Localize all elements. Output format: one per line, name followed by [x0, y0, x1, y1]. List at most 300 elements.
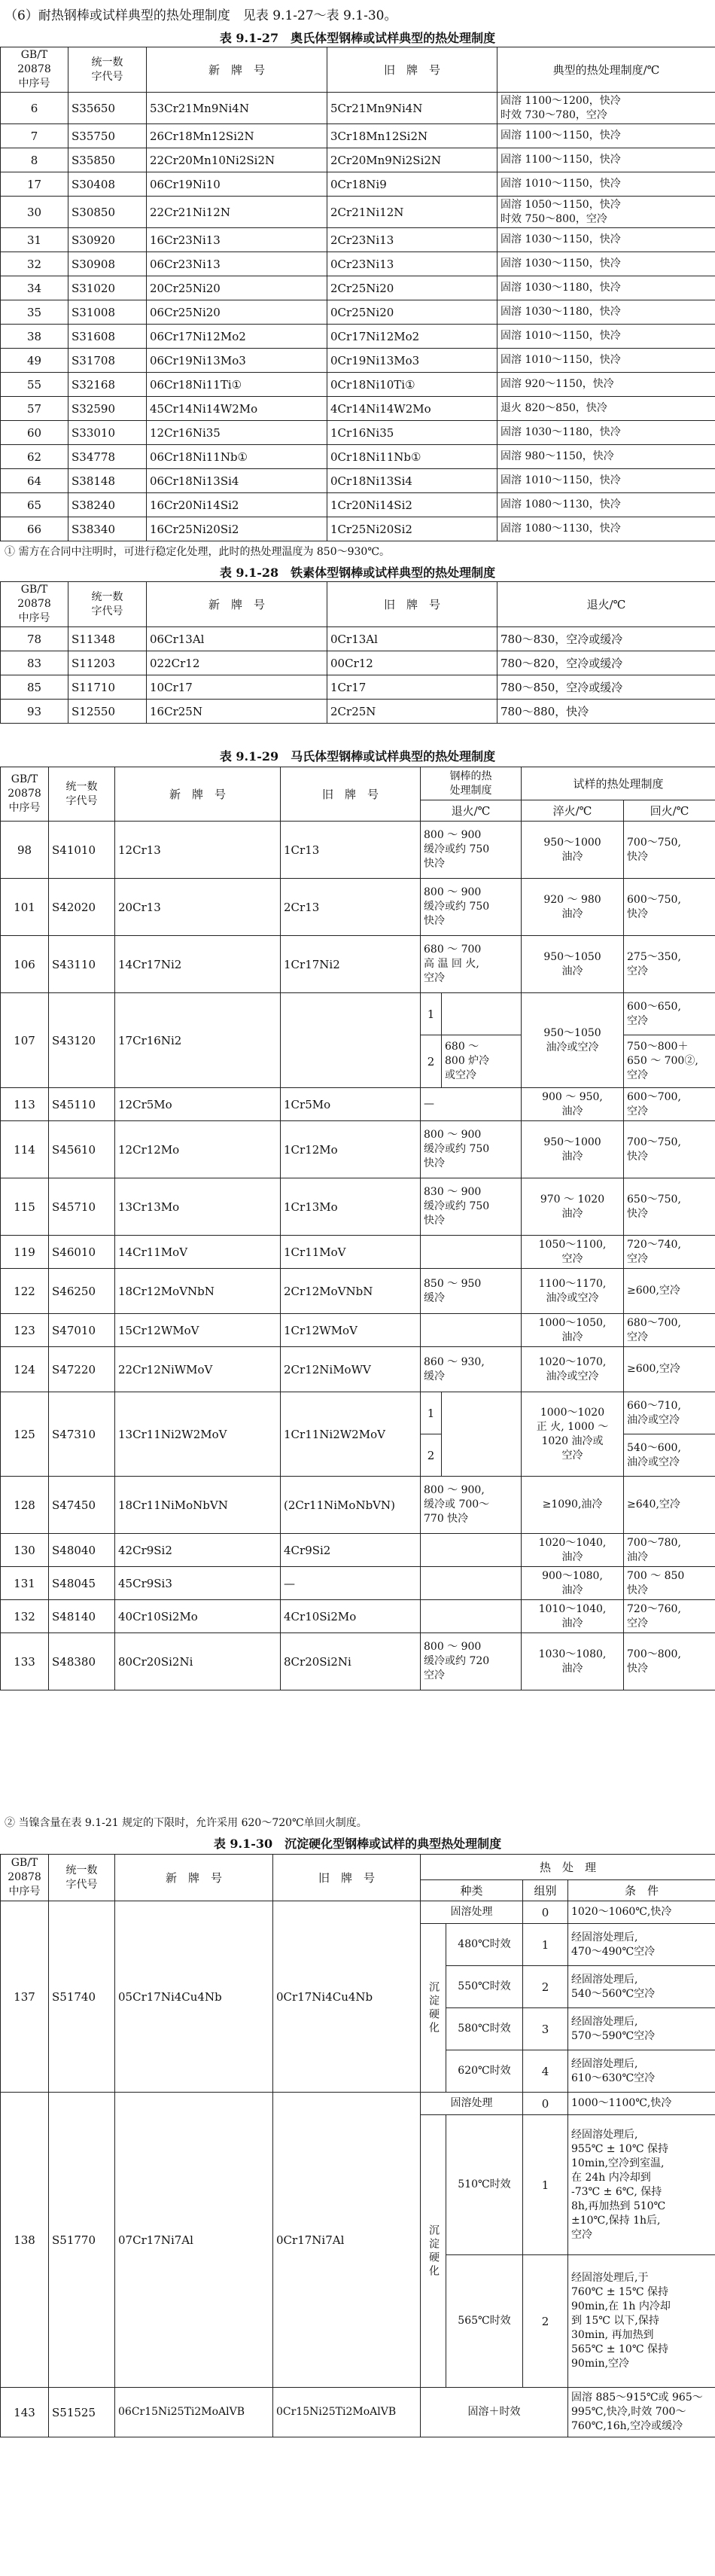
cell-old-grade: 2Cr21Ni12N — [327, 197, 497, 228]
cell-seq: 17 — [1, 172, 68, 197]
cell-code: S45610 — [49, 1121, 115, 1178]
cell-new-grade: 06Cr19Ni10 — [147, 172, 327, 197]
cell-new-grade: 18Cr11NiMoNbVN — [115, 1477, 281, 1534]
cell-new-grade: 45Cr9Si3 — [115, 1567, 281, 1600]
cell-new-grade: 06Cr15Ni25Ti2MoAlVB — [115, 2388, 273, 2437]
cell-group: 0 — [523, 2093, 568, 2115]
table-27 — [0, 47, 715, 541]
cell-code: S46010 — [49, 1236, 115, 1269]
cell-new-grade: 16Cr25N — [147, 700, 327, 724]
cell-new-grade: 06Cr18Ni13Si4 — [147, 469, 327, 493]
cell-quench: 950～1000 油冷 — [522, 822, 624, 879]
cell-heat-treatment: 固溶 1080～1130，快冷 — [497, 493, 715, 517]
cell-code: S30920 — [68, 228, 147, 252]
table-29-caption: 表 9.1-29 马氏体型钢棒或试样典型的热处理制度 — [219, 749, 496, 764]
cell-code: S38240 — [68, 493, 147, 517]
table-row — [1, 421, 715, 445]
table-27-note: ① 需方在合同中注明时，可进行稳定化处理，此时的热处理温度为 850～930℃。 — [5, 546, 391, 558]
cell-new-grade: 022Cr12 — [147, 651, 327, 675]
cell-seq: 8 — [1, 148, 68, 172]
intro-text: （6）耐热钢棒或试样典型的热处理制度 见表 9.1-27～表 9.1-30。 — [5, 8, 397, 23]
table-row — [1, 700, 715, 724]
cell-seq: 60 — [1, 421, 68, 445]
cell-new-grade: 13Cr13Mo — [115, 1178, 281, 1236]
cell-code: S35650 — [68, 93, 147, 124]
cell-precipitation-hardening: 沉淀硬化 — [421, 1924, 446, 2093]
cell-heat-treatment: 固溶 1080～1130，快冷 — [497, 517, 715, 541]
cell-condition: 1000～1100℃,快冷 — [568, 2093, 715, 2115]
t29-h-old: 旧 牌 号 — [281, 767, 421, 822]
table-row — [1, 300, 715, 325]
cell-new-grade: 20Cr25Ni20 — [147, 276, 327, 300]
cell-heat-treatment: 固溶 1050～1150，快冷 时效 750～800，空冷 — [497, 197, 715, 228]
t28-h-new: 新 牌 号 — [147, 582, 327, 627]
table-row — [1, 675, 715, 700]
cell-subgroup: 2 — [421, 1035, 442, 1088]
cell-code: S38148 — [68, 469, 147, 493]
cell-seq: 133 — [1, 1633, 49, 1690]
cell-code: S43120 — [49, 993, 115, 1088]
cell-old-grade: 2Cr12NiMoWV — [281, 1347, 421, 1392]
cell-quench: ≥1090,油冷 — [522, 1477, 624, 1534]
cell-type: 565℃时效 — [446, 2255, 523, 2388]
table-28-caption: 表 9.1-28 铁素体型钢棒或试样典型的热处理制度 — [219, 566, 496, 580]
cell-type: 580℃时效 — [446, 2008, 523, 2050]
cell-heat-treatment: 固溶 1100～1200，快冷 时效 730～780，空冷 — [497, 93, 715, 124]
cell-code: S11710 — [68, 675, 147, 700]
cell-temper: 700～800, 快冷 — [624, 1633, 715, 1690]
cell-temper: 600～700, 空冷 — [624, 1088, 715, 1121]
cell-condition: 经固溶处理后, 955℃ ± 10℃ 保持 10min,空冷到室温, 在 24h 内冷却到 -73℃ ± 6℃, 保持 8h,再加热到 510℃ ±10℃,保持 1h后, 空冷 — [568, 2115, 715, 2255]
cell-temper: 650～750, 快冷 — [624, 1178, 715, 1236]
table-row — [1, 1600, 715, 1633]
cell-temper: ≥600,空冷 — [624, 1269, 715, 1314]
cell-condition: 经固溶处理后, 570～590℃空冷 — [568, 2008, 715, 2050]
table-row — [1, 1088, 715, 1121]
cell-code: S32168 — [68, 373, 147, 397]
t30-h-code: 统一数 字代号 — [49, 1855, 115, 1901]
cell-new-grade: 45Cr14Ni14W2Mo — [147, 397, 327, 421]
cell-code: S38340 — [68, 517, 147, 541]
cell-seq: 34 — [1, 276, 68, 300]
cell-seq: 123 — [1, 1314, 49, 1347]
cell-seq: 85 — [1, 675, 68, 700]
table-row — [1, 1269, 715, 1314]
cell-subgroup: 1 — [421, 993, 442, 1035]
t27-h-new: 新 牌 号 — [147, 47, 327, 93]
cell-quench: 1100～1170, 油冷或空冷 — [522, 1269, 624, 1314]
cell-temper: 720～740, 空冷 — [624, 1236, 715, 1269]
t30-h-new: 新 牌 号 — [115, 1855, 273, 1901]
t28-h-anneal: 退火/℃ — [497, 582, 715, 627]
table-row — [1, 2093, 715, 2115]
cell-code: S11203 — [68, 651, 147, 675]
cell-old-grade: 0Cr18Ni13Si4 — [327, 469, 497, 493]
cell-quench: 950～1050 油冷 — [522, 936, 624, 993]
cell-heat-treatment: 固溶 920～1150，快冷 — [497, 373, 715, 397]
cell-seq: 35 — [1, 300, 68, 325]
table-row — [1, 1314, 715, 1347]
table-row — [1, 1347, 715, 1392]
cell-temper: 720～760, 空冷 — [624, 1600, 715, 1633]
table-30 — [0, 1854, 715, 2437]
cell-old-grade: (2Cr11NiMoNbVN) — [281, 1477, 421, 1534]
cell-temper: 680～700, 空冷 — [624, 1314, 715, 1347]
cell-seq: 55 — [1, 373, 68, 397]
cell-code: S47450 — [49, 1477, 115, 1534]
cell-new-grade: 22Cr20Mn10Ni2Si2N — [147, 148, 327, 172]
table-row — [1, 1633, 715, 1690]
cell-seq: 57 — [1, 397, 68, 421]
cell-code: S48045 — [49, 1567, 115, 1600]
cell-temper: 700～750, 快冷 — [624, 822, 715, 879]
cell-seq: 83 — [1, 651, 68, 675]
t30-h-group: 组别 — [523, 1880, 568, 1901]
cell-new-grade: 18Cr12MoVNbN — [115, 1269, 281, 1314]
cell-new-grade: 12Cr13 — [115, 822, 281, 879]
cell-new-grade: 53Cr21Mn9Ni4N — [147, 93, 327, 124]
cell-code: S12550 — [68, 700, 147, 724]
table-row — [1, 276, 715, 300]
t29-h-sample: 试样的热处理制度 — [522, 767, 715, 800]
cell-new-grade: 12Cr12Mo — [115, 1121, 281, 1178]
cell-bar-anneal: 800 ～ 900 缓冷或约 750 快冷 — [421, 822, 522, 879]
cell-code: S30408 — [68, 172, 147, 197]
cell-temper: 700～750, 快冷 — [624, 1121, 715, 1178]
table-row — [1, 493, 715, 517]
cell-quench: 1020～1040, 油冷 — [522, 1534, 624, 1567]
cell-heat-treatment: 退火 820～850，快冷 — [497, 397, 715, 421]
cell-seq: 66 — [1, 517, 68, 541]
cell-bar-anneal: 800 ～ 900 缓冷或约 720 空冷 — [421, 1633, 522, 1690]
cell-type: 620℃时效 — [446, 2050, 523, 2093]
cell-bar-anneal: 850 ～ 950 缓冷 — [421, 1269, 522, 1314]
cell-bar-anneal: — — [421, 1088, 522, 1121]
cell-type: 480℃时效 — [446, 1924, 523, 1966]
cell-type: 510℃时效 — [446, 2115, 523, 2255]
cell-new-grade: 14Cr17Ni2 — [115, 936, 281, 993]
cell-heat-treatment: 固溶 1030～1180，快冷 — [497, 300, 715, 325]
cell-seq: 132 — [1, 1600, 49, 1633]
cell-old-grade: 1Cr11Ni2W2MoV — [281, 1392, 421, 1477]
cell-condition: 固溶 885～915℃或 965～ 995℃,快冷,时效 700～ 760℃,16h,空冷或缓冷 — [568, 2388, 715, 2437]
cell-new-grade: 06Cr13Al — [147, 627, 327, 651]
cell-heat-treatment: 固溶 1030～1150，快冷 — [497, 228, 715, 252]
cell-quench: 950～1050 油冷或空冷 — [522, 993, 624, 1088]
cell-new-grade: 42Cr9Si2 — [115, 1534, 281, 1567]
cell-new-grade: 26Cr18Mn12Si2N — [147, 124, 327, 148]
cell-anneal: 780～830，空冷或缓冷 — [497, 627, 715, 651]
cell-old-grade: 2Cr25Ni20 — [327, 276, 497, 300]
cell-type: 固溶处理 — [421, 1901, 523, 1924]
cell-heat-treatment: 固溶 1030～1150，快冷 — [497, 252, 715, 276]
cell-type: 550℃时效 — [446, 1966, 523, 2008]
cell-new-grade: 05Cr17Ni4Cu4Nb — [115, 1901, 273, 2093]
cell-type: 固溶＋时效 — [421, 2388, 568, 2437]
cell-seq: 65 — [1, 493, 68, 517]
cell-heat-treatment: 固溶 1010～1150，快冷 — [497, 349, 715, 373]
cell-code: S45710 — [49, 1178, 115, 1236]
cell-old-grade: 0Cr15Ni25Ti2MoAlVB — [273, 2388, 421, 2437]
cell-heat-treatment: 固溶 1030～1180，快冷 — [497, 421, 715, 445]
table-row — [1, 1392, 715, 1434]
t29-h-bar: 钢棒的热 处理制度 — [421, 767, 522, 800]
cell-quench: 1030～1080, 油冷 — [522, 1633, 624, 1690]
table-row — [1, 2388, 715, 2437]
cell-quench: 1010～1040, 油冷 — [522, 1600, 624, 1633]
cell-seq: 114 — [1, 1121, 49, 1178]
cell-new-grade: 80Cr20Si2Ni — [115, 1633, 281, 1690]
cell-heat-treatment: 固溶 1010～1150，快冷 — [497, 469, 715, 493]
cell-temper: 275～350, 空冷 — [624, 936, 715, 993]
cell-old-grade: 2Cr12MoVNbN — [281, 1269, 421, 1314]
cell-seq: 101 — [1, 879, 49, 936]
cell-old-grade: 1Cr16Ni35 — [327, 421, 497, 445]
table-row — [1, 879, 715, 936]
cell-temper: 660～710, 油冷或空冷 — [624, 1392, 715, 1434]
cell-old-grade: 0Cr19Ni13Mo3 — [327, 349, 497, 373]
cell-type: 固溶处理 — [421, 2093, 523, 2115]
cell-bar-anneal: 860 ～ 930, 缓冷 — [421, 1347, 522, 1392]
cell-new-grade: 06Cr17Ni12Mo2 — [147, 325, 327, 349]
cell-old-grade: 0Cr18Ni9 — [327, 172, 497, 197]
cell-bar-anneal: 830 ～ 900 缓冷或约 750 快冷 — [421, 1178, 522, 1236]
cell-seq: 143 — [1, 2388, 49, 2437]
cell-seq: 49 — [1, 349, 68, 373]
t28-h-old: 旧 牌 号 — [327, 582, 497, 627]
cell-quench: 970 ～ 1020 油冷 — [522, 1178, 624, 1236]
cell-old-grade: 3Cr18Mn12Si2N — [327, 124, 497, 148]
cell-seq: 32 — [1, 252, 68, 276]
cell-seq: 7 — [1, 124, 68, 148]
cell-old-grade: 2Cr20Mn9Ni2Si2N — [327, 148, 497, 172]
cell-bar-anneal — [421, 1236, 522, 1269]
cell-code: S35850 — [68, 148, 147, 172]
cell-code: S11348 — [68, 627, 147, 651]
cell-bar-anneal — [421, 1567, 522, 1600]
cell-old-grade: 1Cr25Ni20Si2 — [327, 517, 497, 541]
cell-new-grade: 15Cr12WMoV — [115, 1314, 281, 1347]
cell-old-grade: 00Cr12 — [327, 651, 497, 675]
t27-h-code: 统一数 字代号 — [68, 47, 147, 93]
t29-h-code: 统一数 字代号 — [49, 767, 115, 822]
cell-old-grade: 0Cr17Ni7Al — [273, 2093, 421, 2388]
cell-seq: 64 — [1, 469, 68, 493]
cell-temper: 700 ～ 850 快冷 — [624, 1567, 715, 1600]
table-row — [1, 397, 715, 421]
table-row — [1, 349, 715, 373]
cell-new-grade: 12Cr5Mo — [115, 1088, 281, 1121]
cell-bar-anneal-empty — [442, 1392, 522, 1477]
table-row — [1, 822, 715, 879]
cell-old-grade: 1Cr11MoV — [281, 1236, 421, 1269]
cell-old-grade: 5Cr21Mn9Ni4N — [327, 93, 497, 124]
t27-h-ht: 典型的热处理制度/℃ — [497, 47, 715, 93]
cell-old-grade: 1Cr17Ni2 — [281, 936, 421, 993]
cell-bar-anneal: 800 ～ 900, 缓冷或 700～ 770 快冷 — [421, 1477, 522, 1534]
cell-code: S51525 — [49, 2388, 115, 2437]
cell-condition: 经固溶处理后, 540～560℃空冷 — [568, 1966, 715, 2008]
cell-quench: 900 ～ 950, 油冷 — [522, 1088, 624, 1121]
cell-code: S48040 — [49, 1534, 115, 1567]
cell-seq: 128 — [1, 1477, 49, 1534]
cell-code: S34778 — [68, 445, 147, 469]
cell-new-grade: 13Cr11Ni2W2MoV — [115, 1392, 281, 1477]
cell-seq: 125 — [1, 1392, 49, 1477]
table-29 — [0, 767, 715, 1690]
cell-new-grade: 22Cr21Ni12N — [147, 197, 327, 228]
cell-code: S42020 — [49, 879, 115, 936]
table-row — [1, 627, 715, 651]
cell-bar-anneal: 680 ～ 800 炉冷 或空冷 — [442, 1035, 522, 1088]
cell-bar-anneal — [421, 1314, 522, 1347]
cell-precipitation-hardening: 沉淀硬化 — [421, 2115, 446, 2388]
t28-h-seq: GB/T 20878 中序号 — [1, 582, 68, 627]
cell-bar-anneal — [421, 1534, 522, 1567]
cell-heat-treatment: 固溶 980～1150，快冷 — [497, 445, 715, 469]
t28-h-code: 统一数 字代号 — [68, 582, 147, 627]
table-row — [1, 1901, 715, 1924]
t30-h-old: 旧 牌 号 — [273, 1855, 421, 1901]
cell-new-grade: 16Cr23Ni13 — [147, 228, 327, 252]
cell-old-grade: — — [281, 1567, 421, 1600]
cell-code: S31020 — [68, 276, 147, 300]
t29-h-anneal: 退火/℃ — [421, 800, 522, 822]
cell-seq: 138 — [1, 2093, 49, 2388]
cell-seq: 137 — [1, 1901, 49, 2093]
cell-old-grade: 1Cr20Ni14Si2 — [327, 493, 497, 517]
cell-code: S45110 — [49, 1088, 115, 1121]
table-28 — [0, 581, 715, 724]
cell-heat-treatment: 固溶 1100～1150，快冷 — [497, 148, 715, 172]
cell-code: S43110 — [49, 936, 115, 993]
table-row — [1, 469, 715, 493]
cell-group: 3 — [523, 2008, 568, 2050]
cell-seq: 30 — [1, 197, 68, 228]
cell-bar-anneal: 800 ～ 900 缓冷或约 750 快冷 — [421, 1121, 522, 1178]
cell-seq: 93 — [1, 700, 68, 724]
table-row — [1, 172, 715, 197]
cell-code: S41010 — [49, 822, 115, 879]
cell-code: S47310 — [49, 1392, 115, 1477]
cell-bar-anneal: 680 ～ 700 高 温 回 火, 空冷 — [421, 936, 522, 993]
cell-new-grade: 16Cr20Ni14Si2 — [147, 493, 327, 517]
cell-new-grade: 10Cr17 — [147, 675, 327, 700]
cell-group: 1 — [523, 1924, 568, 1966]
cell-heat-treatment: 固溶 1010～1150，快冷 — [497, 325, 715, 349]
table-row — [1, 228, 715, 252]
t29-h-temper: 回火/℃ — [624, 800, 715, 822]
t27-h-seq: GB/T 20878 中序号 — [1, 47, 68, 93]
cell-old-grade: 1Cr12WMoV — [281, 1314, 421, 1347]
cell-code: S30850 — [68, 197, 147, 228]
cell-old-grade: 1Cr5Mo — [281, 1088, 421, 1121]
cell-new-grade: 06Cr18Ni11Nb① — [147, 445, 327, 469]
cell-code: S51770 — [49, 2093, 115, 2388]
table-row — [1, 1236, 715, 1269]
cell-code: S33010 — [68, 421, 147, 445]
cell-seq: 124 — [1, 1347, 49, 1392]
t29-h-quench: 淬火/℃ — [522, 800, 624, 822]
cell-code: S31008 — [68, 300, 147, 325]
cell-seq: 107 — [1, 993, 49, 1088]
cell-heat-treatment: 固溶 1010～1150，快冷 — [497, 172, 715, 197]
cell-old-grade: 1Cr13Mo — [281, 1178, 421, 1236]
cell-temper: 540～600, 油冷或空冷 — [624, 1434, 715, 1477]
cell-code: S35750 — [68, 124, 147, 148]
cell-seq: 115 — [1, 1178, 49, 1236]
cell-temper: 700～780, 油冷 — [624, 1534, 715, 1567]
cell-group: 2 — [523, 2255, 568, 2388]
cell-seq: 131 — [1, 1567, 49, 1600]
table-row — [1, 936, 715, 993]
table-row — [1, 373, 715, 397]
cell-seq: 130 — [1, 1534, 49, 1567]
cell-quench: 950～1000 油冷 — [522, 1121, 624, 1178]
cell-quench: 1000～1050, 油冷 — [522, 1314, 624, 1347]
cell-old-grade: 1Cr17 — [327, 675, 497, 700]
cell-subgroup: 2 — [421, 1434, 442, 1477]
table-29-note: ② 当镍含量在表 9.1-21 规定的下限时，允许采用 620～720℃单回火制度。 — [5, 1817, 367, 1829]
cell-code: S47010 — [49, 1314, 115, 1347]
cell-new-grade: 17Cr16Ni2 — [115, 993, 281, 1088]
cell-old-grade: 0Cr25Ni20 — [327, 300, 497, 325]
cell-temper: ≥600,空冷 — [624, 1347, 715, 1392]
cell-bar-anneal-empty — [442, 993, 522, 1035]
cell-anneal: 780～880，快冷 — [497, 700, 715, 724]
cell-seq: 113 — [1, 1088, 49, 1121]
cell-bar-anneal — [421, 1600, 522, 1633]
cell-group: 1 — [523, 2115, 568, 2255]
cell-old-grade: 0Cr18Ni11Nb① — [327, 445, 497, 469]
cell-anneal: 780～850，空冷或缓冷 — [497, 675, 715, 700]
cell-old-grade: 4Cr14Ni14W2Mo — [327, 397, 497, 421]
cell-new-grade: 20Cr13 — [115, 879, 281, 936]
cell-heat-treatment: 固溶 1100～1150，快冷 — [497, 124, 715, 148]
t30-h-type: 种类 — [421, 1880, 523, 1901]
table-row — [1, 517, 715, 541]
cell-condition: 经固溶处理后, 470～490℃空冷 — [568, 1924, 715, 1966]
cell-old-grade — [281, 993, 421, 1088]
cell-temper: 600～750, 快冷 — [624, 879, 715, 936]
cell-old-grade: 1Cr12Mo — [281, 1121, 421, 1178]
cell-quench: 1000～1020 正 火, 1000 ～ 1020 油冷或 空冷 — [522, 1392, 624, 1477]
cell-new-grade: 06Cr18Ni11Ti① — [147, 373, 327, 397]
table-row — [1, 1567, 715, 1600]
cell-seq: 122 — [1, 1269, 49, 1314]
table-row — [1, 1121, 715, 1178]
table-row — [1, 1534, 715, 1567]
cell-condition: 经固溶处理后, 610～630℃空冷 — [568, 2050, 715, 2093]
cell-code: S31608 — [68, 325, 147, 349]
table-row — [1, 148, 715, 172]
table-27-caption: 表 9.1-27 奥氏体型钢棒或试样典型的热处理制度 — [219, 31, 496, 45]
table-row — [1, 1178, 715, 1236]
cell-seq: 78 — [1, 627, 68, 651]
cell-new-grade: 16Cr25Ni20Si2 — [147, 517, 327, 541]
cell-new-grade: 14Cr11MoV — [115, 1236, 281, 1269]
cell-new-grade: 22Cr12NiWMoV — [115, 1347, 281, 1392]
cell-condition: 1020～1060℃,快冷 — [568, 1901, 715, 1924]
cell-old-grade: 1Cr13 — [281, 822, 421, 879]
table-row — [1, 93, 715, 124]
cell-heat-treatment: 固溶 1030～1180，快冷 — [497, 276, 715, 300]
cell-code: S30908 — [68, 252, 147, 276]
cell-bar-anneal: 800 ～ 900 缓冷或约 750 快冷 — [421, 879, 522, 936]
cell-code: S48140 — [49, 1600, 115, 1633]
cell-quench: 1020～1070, 油冷或空冷 — [522, 1347, 624, 1392]
cell-seq: 38 — [1, 325, 68, 349]
